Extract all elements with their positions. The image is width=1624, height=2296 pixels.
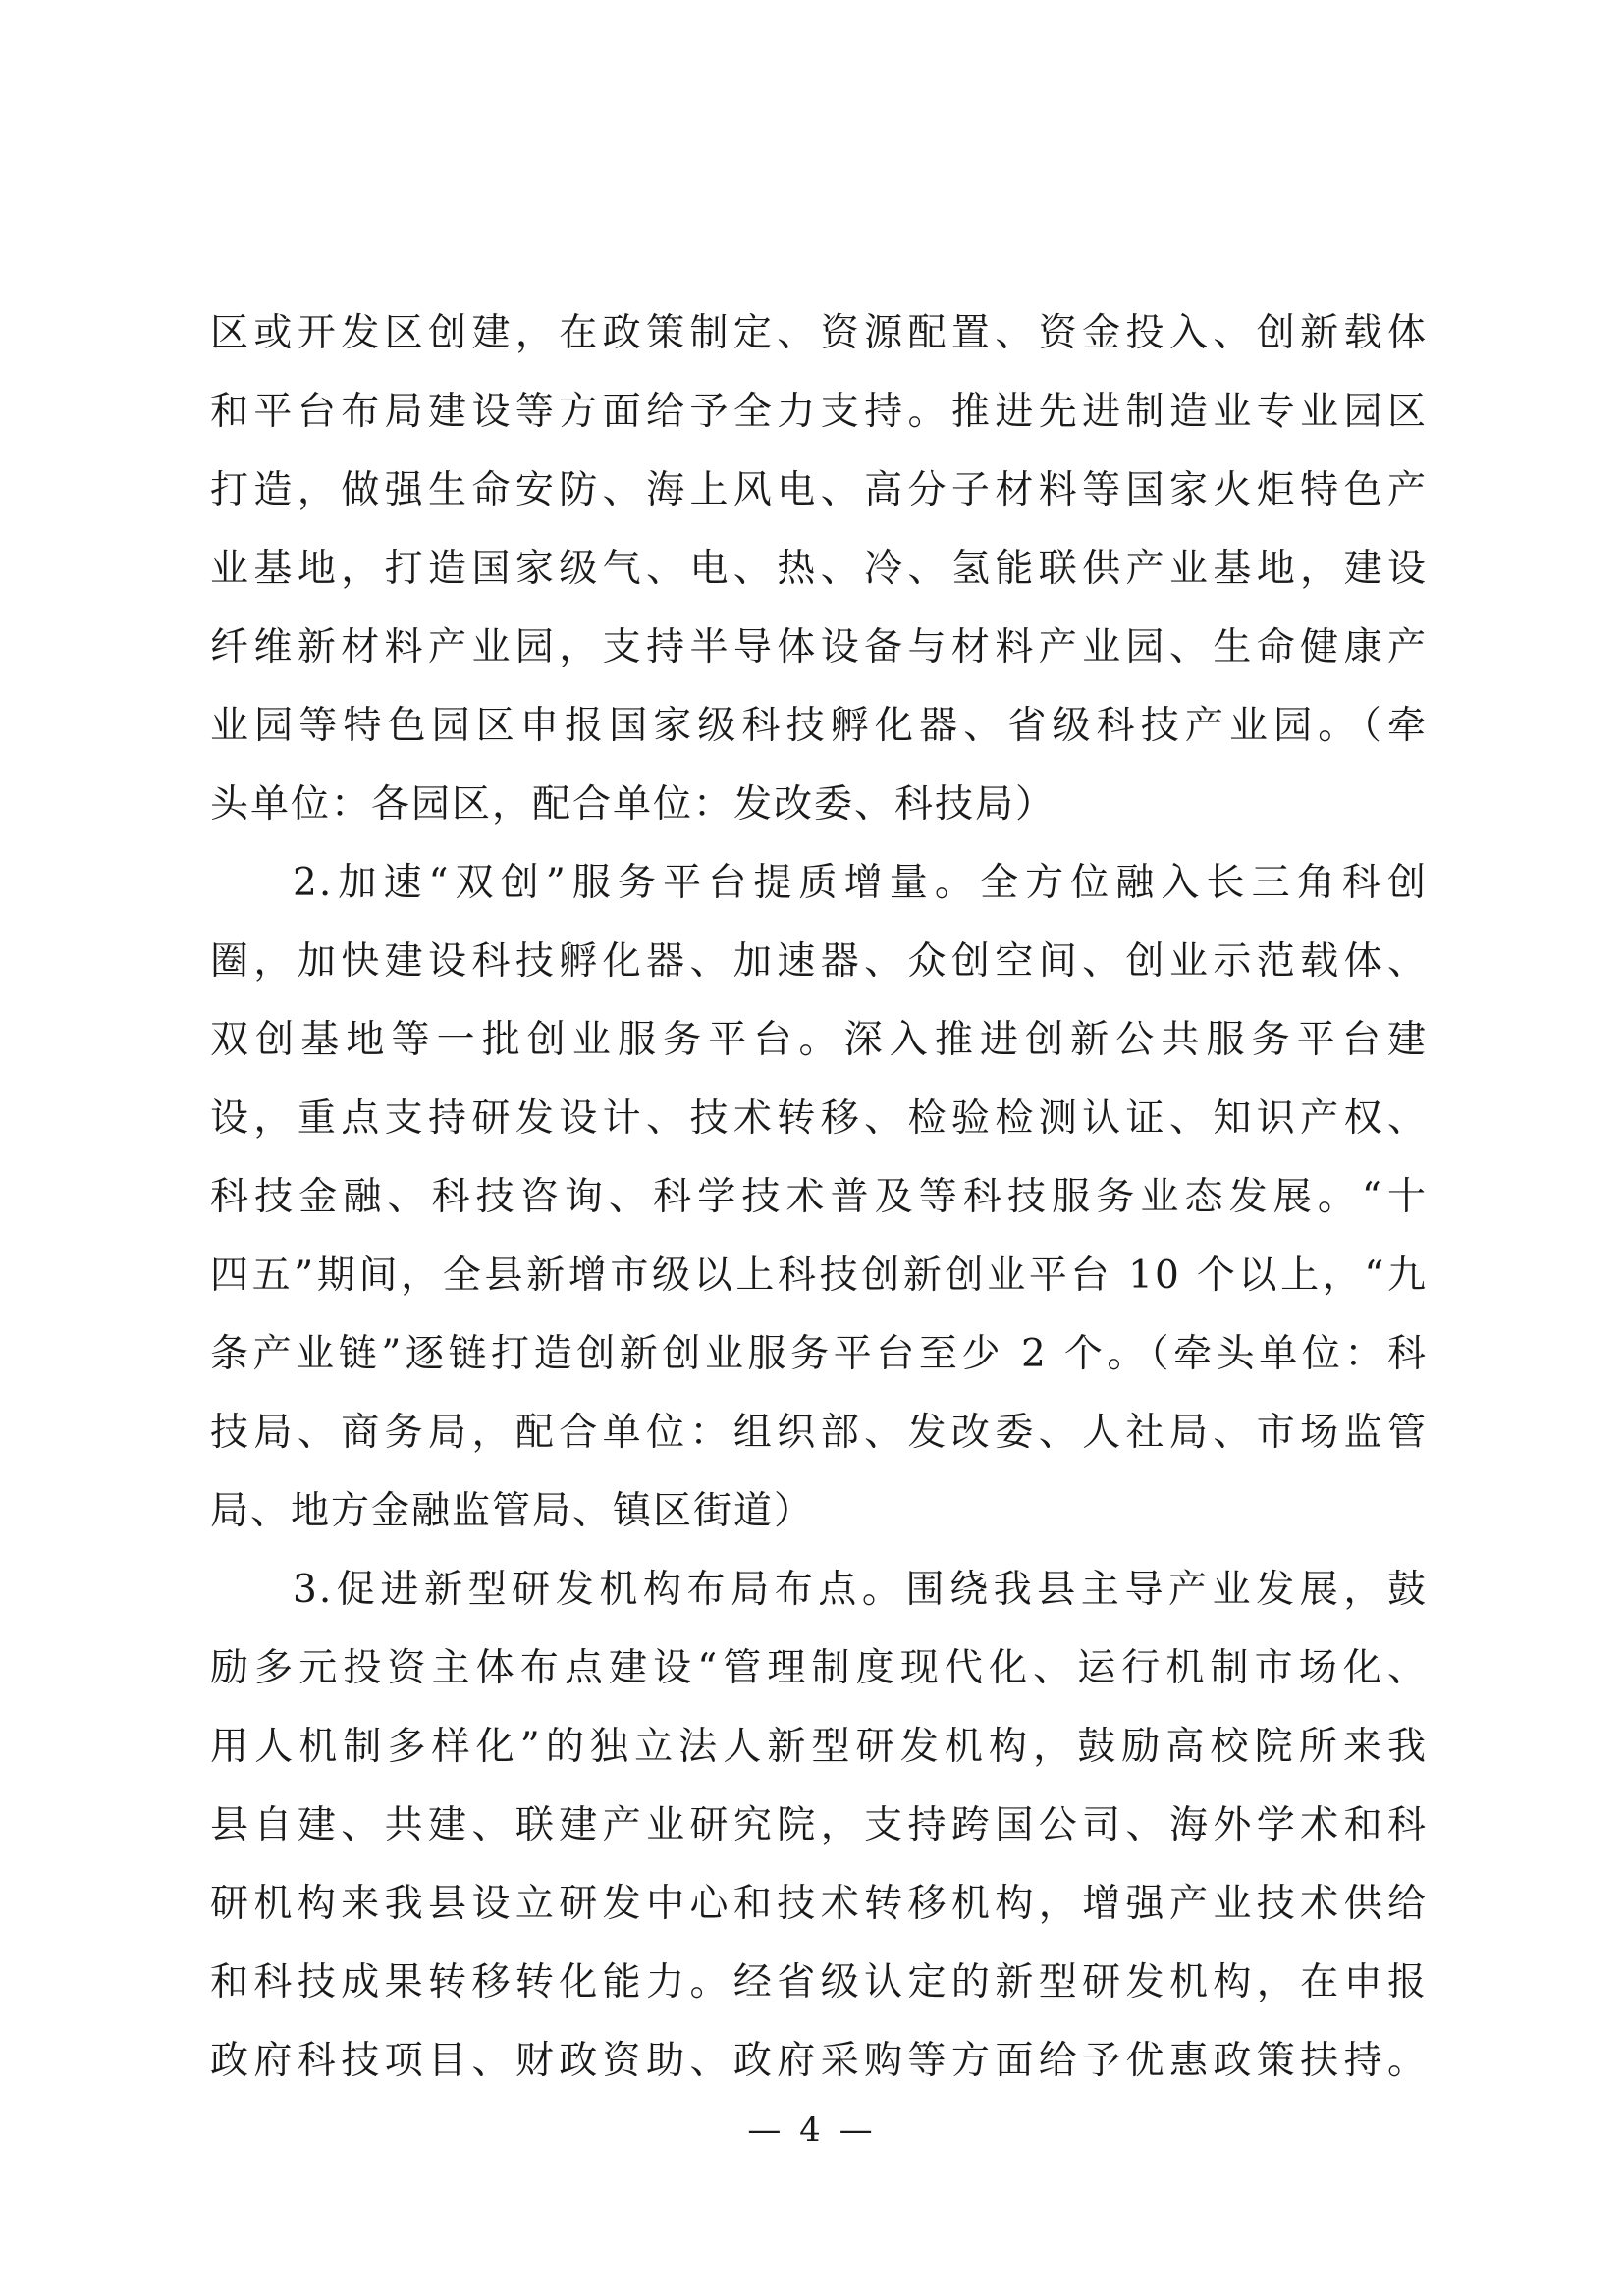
paragraph-heading-line: 3.促进新型研发机构布局布点。围绕我县主导产业发展，鼓 xyxy=(293,1568,1428,1612)
text-line: 研机构来我县设立研发中心和技术转移机构，增强产业技术供给 xyxy=(210,1882,1428,1926)
text-line: 技局、商务局，配合单位：组织部、发改委、人社局、市场监管 xyxy=(210,1411,1428,1455)
text-line: 和平台布局建设等方面给予全力支持。推进先进制造业专业园区 xyxy=(210,390,1428,434)
text-line: 圈，加快建设科技孵化器、加速器、众创空间、创业示范载体、 xyxy=(210,939,1428,984)
text-line: 用人机制多样化”的独立法人新型研发机构，鼓励高校院所来我 xyxy=(210,1725,1428,1769)
text-line: 和科技成果转移转化能力。经省级认定的新型研发机构，在申报 xyxy=(210,1960,1428,2004)
text-line: 四五”期间，全县新增市级以上科技创新创业平台 10 个以上，“九 xyxy=(210,1254,1428,1298)
text-line: 纤维新材料产业园，支持半导体设备与材料产业园、生命健康产 xyxy=(210,625,1428,669)
text-line: 设，重点支持研发设计、技术转移、检验检测认证、知识产权、 xyxy=(210,1096,1428,1141)
text-line: 区或开发区创建，在政策制定、资源配置、资金投入、创新载体 xyxy=(210,311,1428,355)
text-line: 局、地方金融监管局、镇区街道） xyxy=(210,1489,815,1533)
text-line: 县自建、共建、联建产业研究院，支持跨国公司、海外学术和科 xyxy=(210,1803,1428,1847)
body-text xyxy=(210,294,1428,2101)
text-line: 条产业链”逐链打造创新创业服务平台至少 2 个。（牵头单位：科 xyxy=(210,1332,1428,1376)
page-number: — 4 — xyxy=(747,2110,877,2150)
text-line: 政府科技项目、财政资助、政府采购等方面给予优惠政策扶持。 xyxy=(210,2039,1428,2083)
text-line: 业园等特色园区申报国家级科技孵化器、省级科技产业园。（牵 xyxy=(210,704,1428,748)
text-line: 双创基地等一批创业服务平台。深入推进创新公共服务平台建 xyxy=(210,1018,1428,1062)
paragraph-heading-line: 2.加速“双创”服务平台提质增量。全方位融入长三角科创 xyxy=(293,861,1428,905)
text-line: 打造，做强生命安防、海上风电、高分子材料等国家火炬特色产 xyxy=(210,468,1428,512)
text-line: 科技金融、科技咨询、科学技术普及等科技服务业态发展。“十 xyxy=(210,1175,1428,1219)
text-line: 业基地，打造国家级气、电、热、冷、氢能联供产业基地，建设 xyxy=(210,547,1428,591)
text-line: 头单位：各园区，配合单位：发改委、科技局） xyxy=(210,782,1056,827)
text-line: 励多元投资主体布点建设“管理制度现代化、运行机制市场化、 xyxy=(210,1646,1428,1690)
